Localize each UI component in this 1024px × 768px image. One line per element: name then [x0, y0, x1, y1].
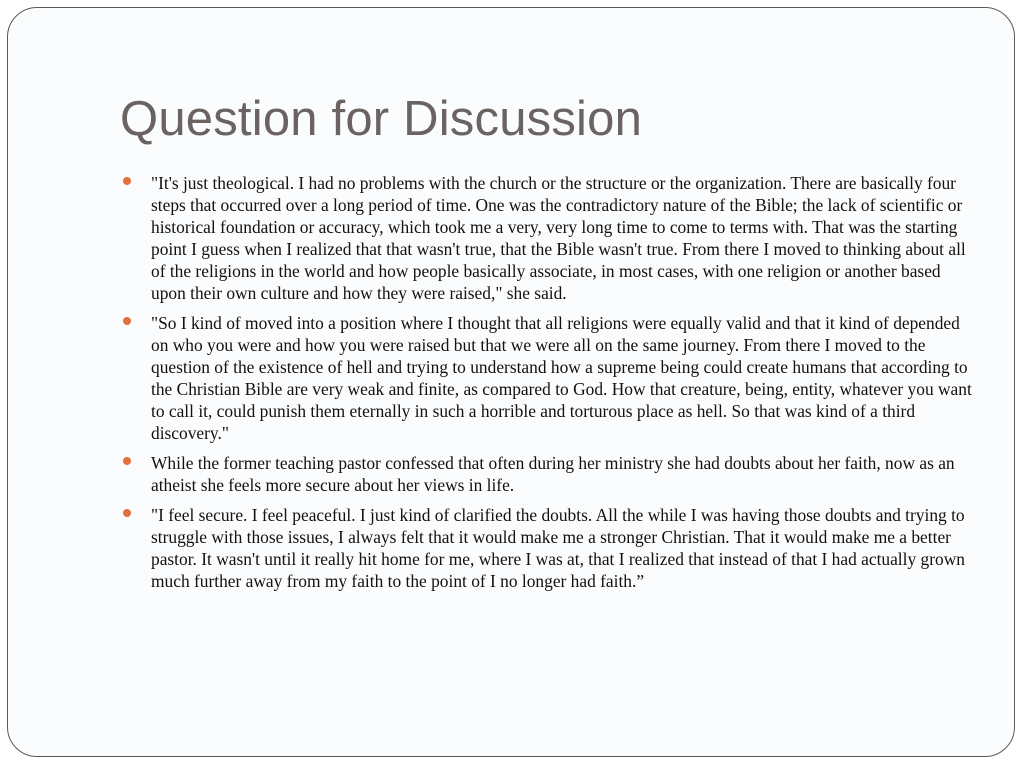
bullet-dot-icon: [123, 177, 131, 185]
bullet-item: [120, 312, 975, 444]
bullet-text: "It's just theological. I had no problems with the church or the structure or the organization. There are basically four steps that occurred over a long period of time. One was the contradictory nature of the Bible; the lack of scientific or historical foundation or accuracy, which took me a very, very long time to come to terms with. That was the starting point I guess when I realized that that wasn't true, that the Bible wasn't true. From there I moved to thinking about all of the religions in the world and how people basically associate, in most cases, with one religion or another based upon their own culture and how they were raised," she said.: [151, 173, 966, 303]
bullet-dot-icon: [123, 457, 131, 465]
bullet-dot-icon: [123, 509, 131, 517]
bullet-item: [120, 452, 975, 496]
bullet-text: While the former teaching pastor confessed that often during her ministry she had doubts about her faith, now as an atheist she feels more secure about her views in life.: [151, 453, 955, 495]
bullet-text: "I feel secure. I feel peaceful. I just kind of clarified the doubts. All the while I was having those doubts and trying to struggle with those issues, I always felt that it would make me a stronger Christian. That it would make me a better pastor. It wasn't until it really hit home for me, where I was at, that I realized that instead of that I had actually grown much further away from my faith to the point of I no longer had faith.”: [151, 505, 965, 591]
bullet-text: "So I kind of moved into a position where I thought that all religions were equally valid and that it kind of depended on who you were and how you were raised but that we were all on the same journey. From there I moved to the question of the existence of hell and trying to understand how a supreme being could create humans that according to the Christian Bible are very weak and finite, as compared to God. How that creature, being, entity, whatever you want to call it, could punish them eternally in such a horrible and torturous place as hell. So that was kind of a third discovery.": [151, 313, 972, 443]
slide-frame: [7, 7, 1015, 757]
bullet-dot-icon: [123, 317, 131, 325]
slide-title: Question for Discussion: [120, 92, 643, 146]
bullet-item: [120, 172, 975, 304]
bullet-item: [120, 504, 975, 592]
bullet-list: [120, 172, 975, 600]
